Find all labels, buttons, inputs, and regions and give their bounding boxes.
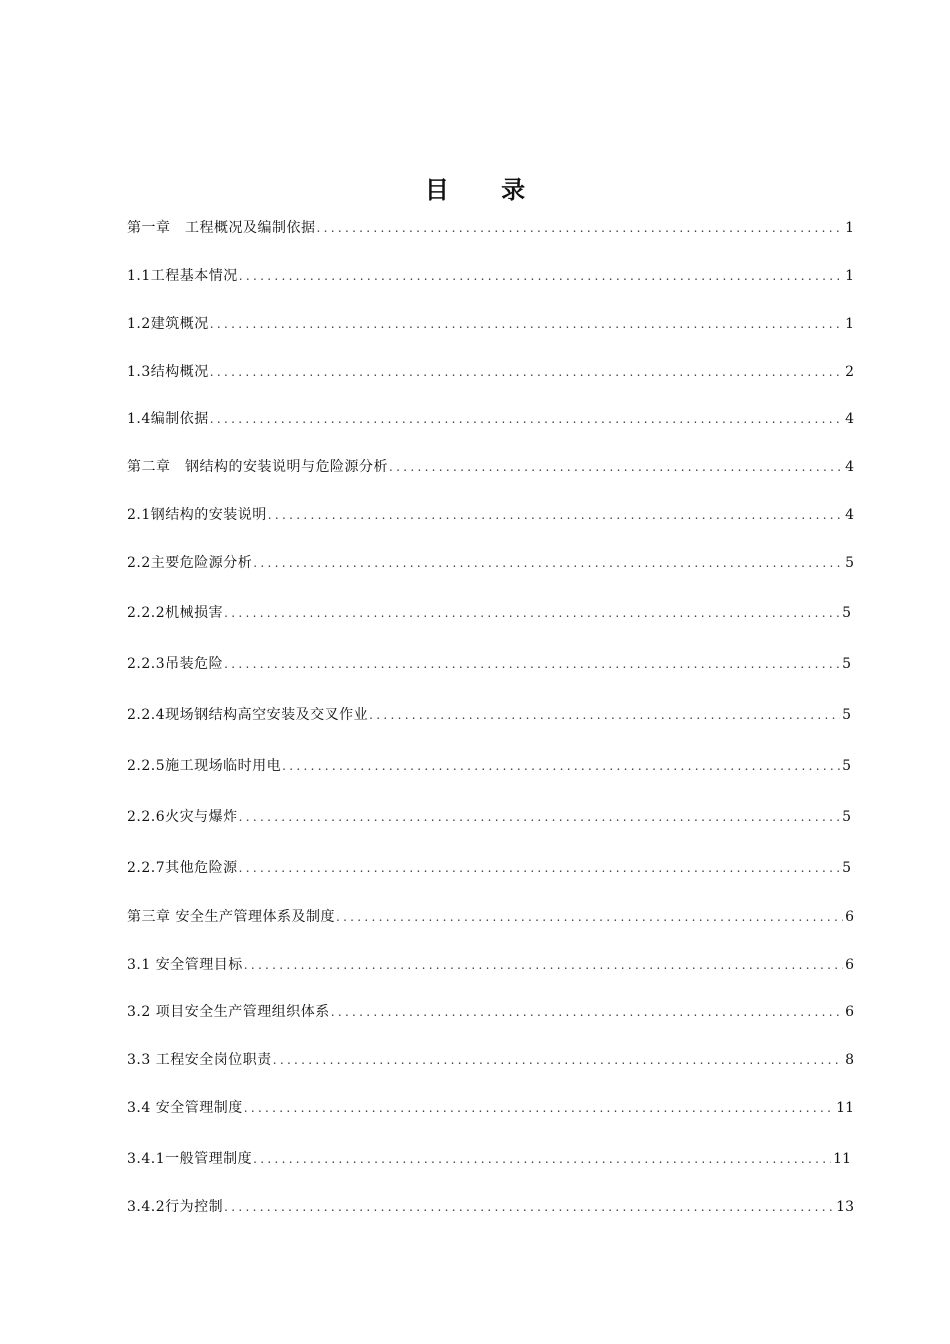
toc-entry-label: 3.4.1一般管理制度 (127, 1151, 253, 1167)
toc-entry-label: 3.2 项目安全生产管理组织体系 (127, 1004, 330, 1020)
toc-entry[interactable] (127, 954, 854, 976)
toc-entry[interactable] (127, 265, 854, 287)
toc-dot-leader (282, 755, 840, 777)
toc-entry[interactable] (127, 704, 851, 726)
toc-dot-leader (369, 704, 840, 726)
toc-entry-page: 2 (845, 364, 854, 380)
toc-entry-page: 5 (842, 656, 851, 672)
toc-entry[interactable] (127, 1001, 854, 1023)
toc-entry-page: 11 (833, 1151, 851, 1167)
toc-entry-label: 3.1 安全管理目标 (127, 957, 243, 973)
toc-dot-leader (224, 602, 840, 624)
toc-entry[interactable] (127, 906, 854, 928)
toc-dot-leader (239, 806, 840, 828)
toc-entry-page: 1 (845, 220, 854, 236)
toc-entry[interactable] (127, 1196, 854, 1218)
toc-entry[interactable] (127, 653, 851, 675)
toc-entry[interactable] (127, 1049, 854, 1071)
toc-entry-page: 5 (845, 555, 854, 571)
toc-dot-leader (253, 552, 843, 574)
toc-entry-page: 6 (845, 957, 854, 973)
toc-entry[interactable] (127, 1148, 851, 1170)
toc-entry-label: 2.2.5施工现场临时用电 (127, 758, 282, 774)
toc-entry-label: 3.4 安全管理制度 (127, 1100, 243, 1116)
toc-dot-leader (239, 265, 843, 287)
toc-dot-leader (268, 504, 843, 526)
toc-entry-page: 4 (845, 507, 854, 523)
toc-dot-leader (210, 408, 843, 430)
toc-entry[interactable] (127, 408, 854, 430)
toc-entry-page: 6 (845, 909, 854, 925)
toc-entry-label: 第二章 钢结构的安装说明与危险源分析 (127, 459, 388, 475)
toc-dot-leader (210, 361, 843, 383)
toc-entry-page: 6 (845, 1004, 854, 1020)
toc-entry-page: 5 (842, 860, 851, 876)
toc-entry-label: 2.2.3吊装危险 (127, 656, 224, 672)
toc-entry-page: 1 (845, 316, 854, 332)
toc-entry[interactable] (127, 504, 854, 526)
toc-dot-leader (239, 857, 840, 879)
toc-entry[interactable] (127, 456, 854, 478)
toc-entry-label: 3.3 工程安全岗位职责 (127, 1052, 272, 1068)
toc-entry[interactable] (127, 857, 851, 879)
toc-dot-leader (224, 653, 840, 675)
toc-entry-label: 2.2.2机械损害 (127, 605, 224, 621)
toc-dot-leader (331, 1001, 843, 1023)
toc-entry-page: 13 (836, 1199, 854, 1215)
toc-entry-label: 1.2建筑概况 (127, 316, 209, 332)
toc-entry[interactable] (127, 361, 854, 383)
toc-entry-page: 4 (845, 459, 854, 475)
toc-entry[interactable] (127, 602, 851, 624)
toc-entry-page: 4 (845, 411, 854, 427)
toc-dot-leader (253, 1148, 831, 1170)
toc-entry-page: 5 (842, 707, 851, 723)
toc-entry[interactable] (127, 806, 851, 828)
toc-dot-leader (317, 217, 844, 239)
toc-entry-page: 5 (842, 809, 851, 825)
toc-dot-leader (389, 456, 843, 478)
toc-entry[interactable] (127, 1097, 854, 1119)
toc-dot-leader (273, 1049, 843, 1071)
toc-entry[interactable] (127, 313, 854, 335)
toc-dot-leader (244, 1097, 834, 1119)
toc-title: 目 录 (424, 176, 548, 204)
toc-dot-leader (244, 954, 843, 976)
toc-dot-leader (224, 1196, 834, 1218)
toc-entry-label: 2.2.4现场钢结构高空安装及交叉作业 (127, 707, 369, 723)
toc-entry-page: 11 (836, 1100, 854, 1116)
toc-entry[interactable] (127, 552, 854, 574)
toc-entry-label: 1.1工程基本情况 (127, 268, 238, 284)
toc-entry-label: 2.2.7其他危险源 (127, 860, 238, 876)
toc-entry-label: 1.4编制依据 (127, 411, 209, 427)
toc-entry-label: 2.2主要危险源分析 (127, 555, 253, 571)
toc-entry-label: 第一章 工程概况及编制依据 (127, 220, 316, 236)
toc-dot-leader (210, 313, 843, 335)
toc-entry-label: 2.1钢结构的安装说明 (127, 507, 267, 523)
toc-entry-page: 5 (842, 758, 851, 774)
toc-entry-page: 8 (845, 1052, 854, 1068)
toc-entry-label: 2.2.6火灾与爆炸 (127, 809, 238, 825)
toc-entry-label: 3.4.2行为控制 (127, 1199, 224, 1215)
toc-entry[interactable] (127, 217, 854, 239)
toc-entry-page: 1 (845, 268, 854, 284)
toc-dot-leader (336, 906, 843, 928)
toc-entry-label: 第三章 安全生产管理体系及制度 (127, 909, 335, 925)
toc-entry[interactable] (127, 755, 851, 777)
toc-entry-label: 1.3结构概况 (127, 364, 209, 380)
toc-entry-page: 5 (842, 605, 851, 621)
